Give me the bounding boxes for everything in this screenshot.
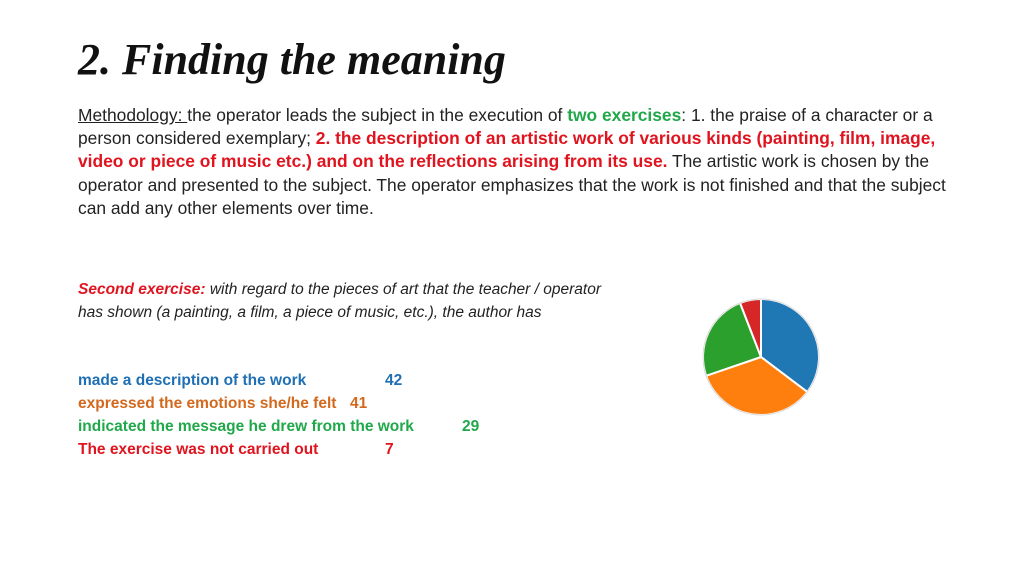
slide-title: 2. Finding the meaning [78,35,506,84]
results-list [78,369,480,461]
result-item-emotions [78,392,414,415]
result-value: 42 [385,372,403,389]
methodology-paragraph [78,104,948,220]
second-exercise-paragraph [78,278,608,324]
result-label: expressed the emotions she/he felt [78,395,337,412]
second-exercise-text: with regard to the pieces of art that the teacher / operator has shown (a painting, a film, a piece of music, etc.), the author has [78,281,601,321]
second-exercise-label: Second exercise: [78,281,206,298]
result-label: indicated the message he drew from the work [78,418,414,435]
result-item-description [78,369,414,392]
result-item-not-carried-out [78,438,414,461]
methodology-text-2: : 1. the praise of a character or a person considered exemplary; [78,105,933,149]
artistic-work-highlight: 2. the description of an artistic work of various kinds (painting, film, image, video or piece of music etc.) and on the reflections arising from its use. [78,128,936,172]
results-pie-chart [696,292,826,422]
result-value: 41 [350,395,368,412]
result-label: made a description of the work [78,372,307,389]
result-value: 29 [462,418,480,435]
result-item-message [78,415,480,438]
methodology-label: Methodology: [78,105,188,125]
two-exercises-highlight: two exercises [567,105,682,125]
methodology-text-1: the operator leads the subject in the execution of [187,105,568,125]
result-label: The exercise was not carried out [78,441,319,458]
result-value: 7 [385,441,394,458]
methodology-text-3: The artistic work is chosen by the operator and presented to the subject. The operator emphasizes that the work is not finished and that the subject can add any other elements over time. [78,151,946,218]
